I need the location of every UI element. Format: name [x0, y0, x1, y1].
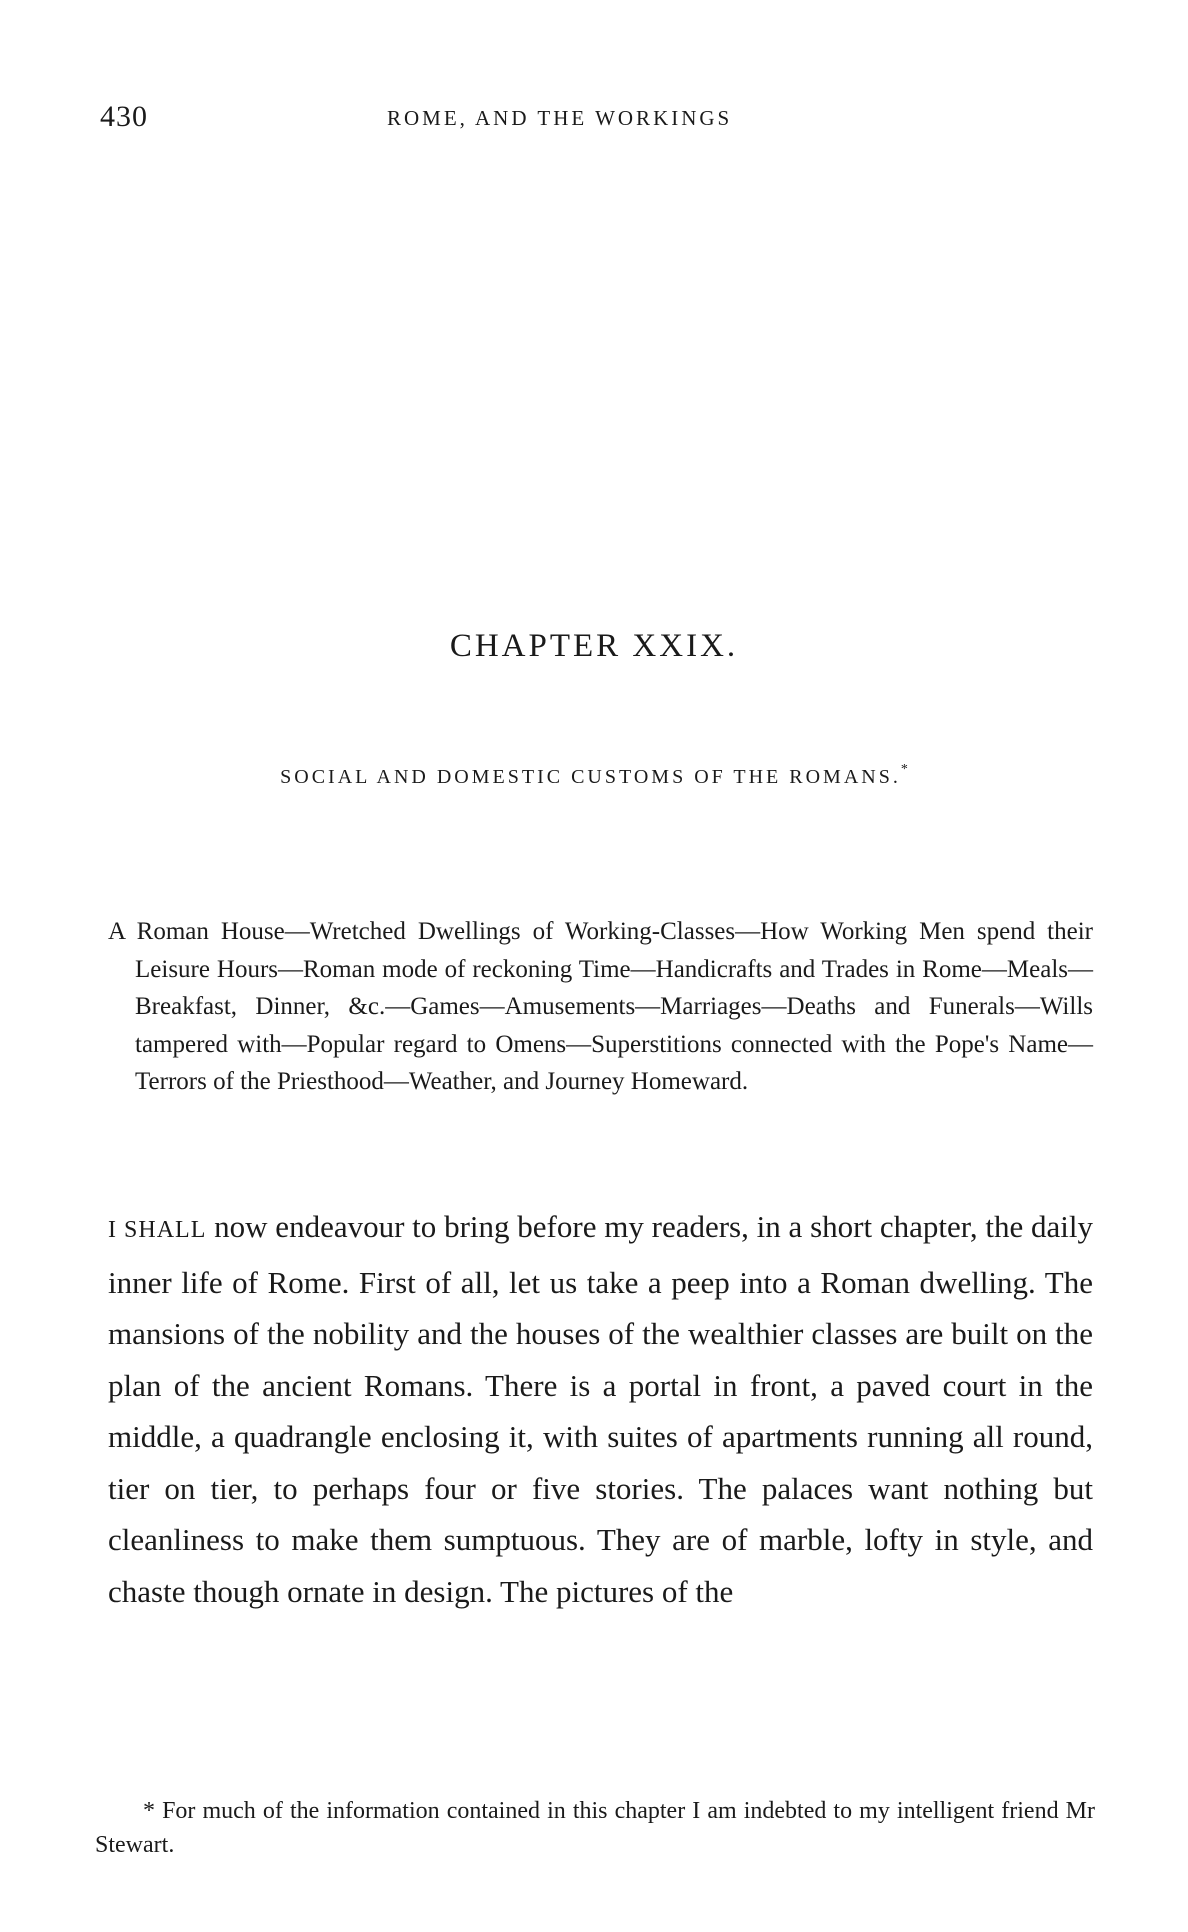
paragraph-lead-smallcaps: I SHALL — [108, 1217, 207, 1243]
running-head — [100, 100, 1090, 140]
chapter-subtitle-text: SOCIAL AND DOMESTIC CUSTOMS OF THE ROMANS. — [280, 766, 901, 788]
chapter-subtitle — [0, 762, 1188, 789]
footnote: * For much of the information contained in this chapter I am indebted to my intelligent friend Mr Stewart. — [95, 1798, 1095, 1858]
running-title: ROME, AND THE WORKINGS — [387, 106, 733, 130]
page-number: 430 — [100, 100, 148, 133]
paragraph-text: now endeavour to bring before my readers, in a short chapter, the daily inner life of Rome. First of all, let us take a peep into a Roman dwelling. The mansions of the nobility and the houses of the wealthier classes are built on the plan of the ancient Romans. There is a portal in front, a paved court in the middle, a quadrangle enclosing it, with suites of apartments running all round, tier on tier, to perhaps four or five stories. The palaces want nothing but cleanliness to make them sumptuous. They are of marble, lofty in style, and chaste though ornate in design. The pictures of the — [108, 1209, 1093, 1609]
body-paragraph — [108, 1201, 1093, 1617]
footnote-reference-mark: * — [900, 762, 908, 777]
chapter-synopsis: A Roman House—Wretched Dwellings of Working-Classes—How Working Men spend their Leisure Hours—Roman mode of reckoning Time—Handicrafts and Trades in Rome—Meals—Breakfast, Dinner, &c.—Games—Amusements—Marriages—Deaths and Funerals—Wills tampered with—Popular regard to Omens—Superstitions connected with the Pope's Name—Terrors of the Priesthood—Weather, and Journey Homeward. — [108, 918, 1093, 1095]
chapter-title: CHAPTER XXIX. — [449, 628, 739, 664]
